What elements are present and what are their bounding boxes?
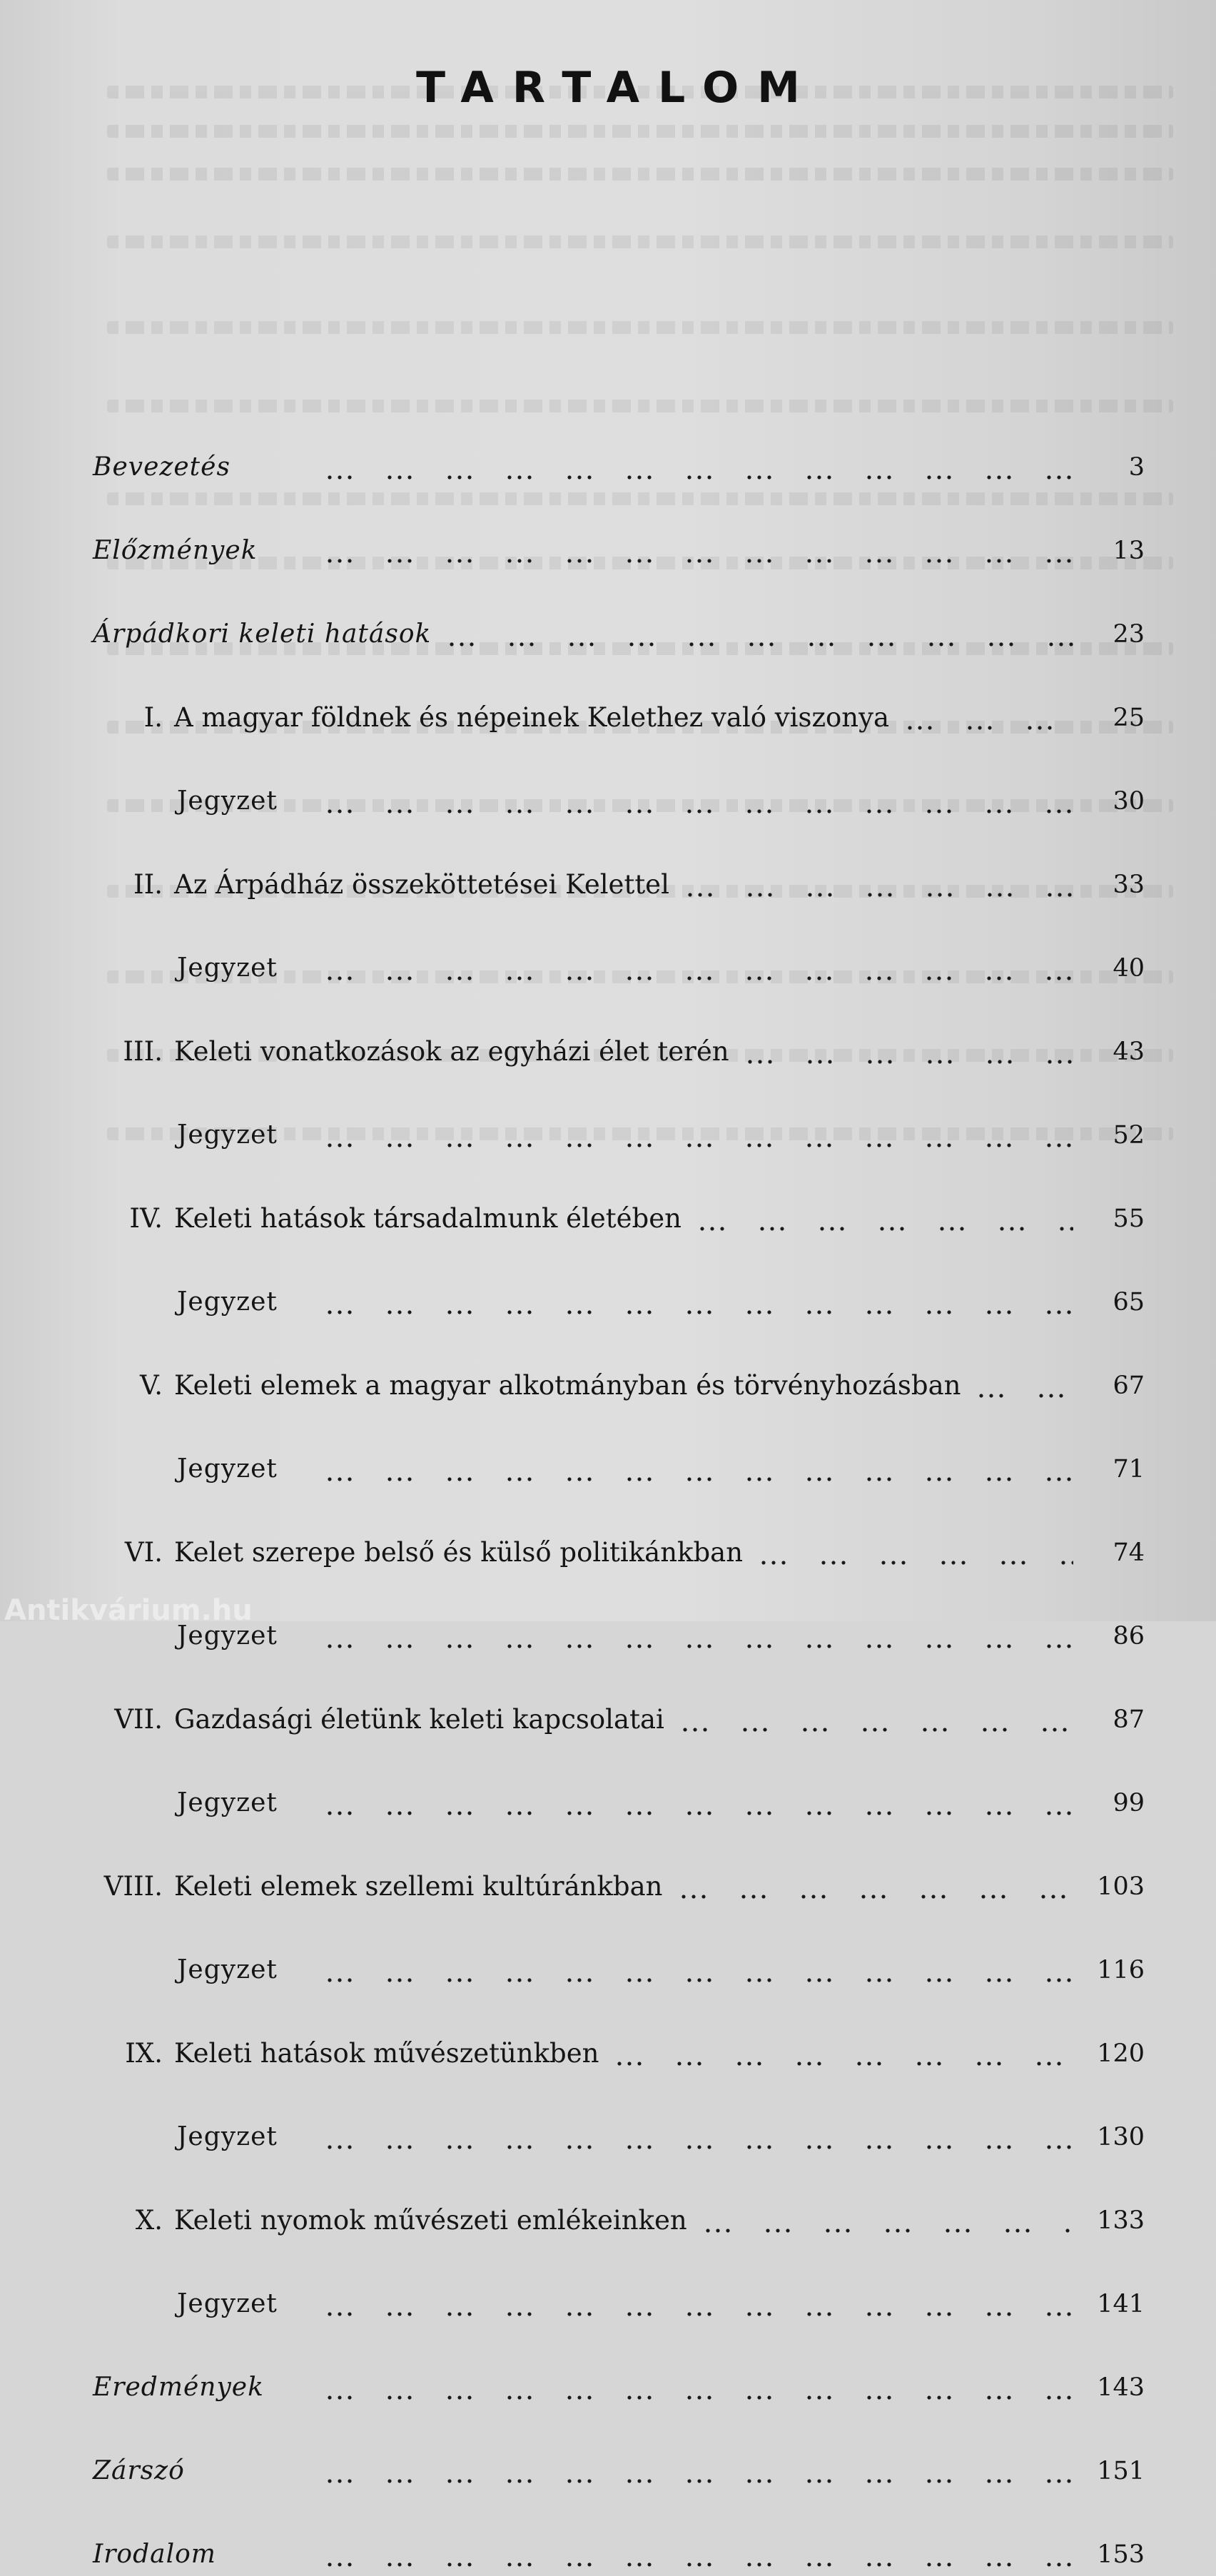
toc-row	[0, 2533, 1216, 2576]
page-number: 153	[1097, 2540, 1145, 2569]
page-number: 25	[1113, 704, 1145, 732]
leader-dots	[905, 726, 1073, 730]
chapter-title: Gazdasági életünk keleti kapcsolatai	[174, 1704, 664, 1735]
toc-row	[0, 1030, 1216, 1073]
leader-dots	[325, 1978, 1073, 1982]
page-number: 43	[1113, 1038, 1145, 1066]
section-heading: Eredmények	[93, 2373, 264, 2402]
note-label: Jegyzet	[177, 1287, 278, 1317]
toc-row	[0, 613, 1216, 656]
leader-dots	[759, 1561, 1073, 1565]
note-label: Jegyzet	[177, 953, 278, 983]
chapter-title: Keleti hatások társadalmunk életében	[174, 1203, 682, 1234]
page-number: 141	[1097, 2290, 1145, 2318]
page-number: 87	[1113, 1705, 1145, 1734]
note-label: Jegyzet	[177, 1621, 278, 1650]
toc-row	[0, 2450, 1216, 2493]
page-title: TARTALOM	[416, 63, 819, 113]
section-heading: Irodalom	[93, 2540, 216, 2569]
page-number: 30	[1113, 787, 1145, 816]
section-heading: Előzmények	[93, 536, 258, 565]
page-number: 151	[1097, 2457, 1145, 2485]
page-number: 74	[1113, 1538, 1145, 1567]
page-number: 65	[1113, 1288, 1145, 1317]
page-number: 55	[1113, 1205, 1145, 1233]
chapter-title: Keleti elemek szellemi kultúránkban	[174, 1871, 663, 1902]
toc-row	[0, 2032, 1216, 2075]
chapter-number: II.	[133, 869, 163, 900]
page-number: 13	[1113, 537, 1145, 565]
toc-row	[0, 2116, 1216, 2159]
toc-row	[0, 780, 1216, 823]
chapter-title: Kelet szerepe belső és külső politikánkban	[174, 1537, 744, 1568]
page-number: 23	[1113, 620, 1145, 649]
note-label: Jegyzet	[177, 1454, 278, 1484]
leader-dots	[976, 1394, 1073, 1398]
chapter-title: Keleti nyomok művészeti emlékeinken	[174, 2205, 687, 2236]
page-number: 133	[1097, 2206, 1145, 2235]
leader-dots	[325, 1310, 1073, 1314]
leader-dots	[680, 1728, 1073, 1732]
toc-row	[0, 863, 1216, 906]
note-label: Jegyzet	[177, 1788, 278, 1817]
page-number: 86	[1113, 1622, 1145, 1650]
section-heading: Zárszó	[93, 2456, 185, 2485]
chapter-number: IV.	[129, 1203, 163, 1234]
chapter-number: III.	[123, 1036, 163, 1067]
leader-dots	[325, 475, 1073, 480]
page-number: 33	[1113, 871, 1145, 899]
page-number: 120	[1097, 2039, 1145, 2068]
page-number: 71	[1113, 1455, 1145, 1484]
toc-row	[0, 947, 1216, 990]
page-number: 3	[1128, 453, 1145, 482]
page-number: 103	[1097, 1872, 1145, 1901]
toc-row	[0, 529, 1216, 572]
chapter-title: Az Árpádház összeköttetései Kelettel	[174, 869, 669, 900]
leader-dots	[447, 642, 1073, 646]
toc-row	[0, 1949, 1216, 1992]
page-number: 143	[1097, 2373, 1145, 2402]
note-label: Jegyzet	[177, 1120, 278, 1150]
watermark: Antikvárium.hu	[4, 1594, 253, 1627]
section-heading: Bevezetés	[93, 452, 230, 482]
toc-row	[0, 1364, 1216, 1407]
chapter-number: VIII.	[103, 1871, 163, 1902]
toc-row	[0, 1865, 1216, 1908]
section-heading: Árpádkori keleti hatások	[93, 619, 432, 649]
leader-dots	[325, 976, 1073, 980]
leader-dots	[325, 809, 1073, 813]
leader-dots	[325, 1811, 1073, 1815]
chapter-title: Keleti elemek a magyar alkotmányban és törvényhozásban	[174, 1370, 961, 1401]
toc-row	[0, 1782, 1216, 1825]
leader-dots	[325, 2562, 1073, 2567]
toc-row	[0, 1448, 1216, 1491]
toc-row	[0, 2199, 1216, 2242]
leader-dots	[325, 1644, 1073, 1648]
page-number: 130	[1097, 2123, 1145, 2151]
toc-row	[0, 1197, 1216, 1240]
leader-dots	[325, 2312, 1073, 2316]
page-number: 116	[1097, 1956, 1145, 1984]
toc-row	[0, 1281, 1216, 1324]
page-number: 52	[1113, 1121, 1145, 1150]
leader-dots	[325, 1143, 1073, 1147]
chapter-number: V.	[139, 1370, 163, 1401]
leader-dots	[325, 559, 1073, 563]
chapter-number: IX.	[125, 2038, 163, 2069]
chapter-title: Keleti hatások művészetünkben	[174, 2038, 599, 2069]
chapter-number: I.	[143, 702, 163, 733]
toc-row	[0, 1531, 1216, 1574]
toc-row	[0, 696, 1216, 739]
toc-row	[0, 2366, 1216, 2409]
leader-dots	[703, 2228, 1073, 2233]
toc-row	[0, 2283, 1216, 2326]
leader-dots	[325, 2395, 1073, 2400]
leader-dots	[614, 2062, 1073, 2066]
toc-row	[0, 1698, 1216, 1741]
page-number: 67	[1113, 1371, 1145, 1400]
note-label: Jegyzet	[177, 2289, 278, 2318]
chapter-number: VI.	[124, 1537, 163, 1568]
leader-dots	[325, 2145, 1073, 2149]
leader-dots	[325, 1477, 1073, 1481]
note-label: Jegyzet	[177, 2122, 278, 2151]
chapter-number: VII.	[114, 1704, 163, 1735]
leader-dots	[685, 893, 1073, 897]
toc-row	[0, 446, 1216, 489]
page-number: 99	[1113, 1789, 1145, 1817]
leader-dots	[697, 1227, 1073, 1231]
chapter-number: X.	[135, 2205, 163, 2236]
toc-row	[0, 1114, 1216, 1157]
leader-dots	[745, 1060, 1073, 1064]
chapter-title: Keleti vonatkozások az egyházi élet terén	[174, 1036, 729, 1067]
leader-dots	[679, 1895, 1074, 1899]
leader-dots	[325, 2479, 1073, 2483]
chapter-title: A magyar földnek és népeinek Kelethez való viszonya	[174, 702, 890, 733]
note-label: Jegyzet	[177, 1955, 278, 1984]
note-label: Jegyzet	[177, 786, 278, 816]
page-number: 40	[1113, 954, 1145, 983]
